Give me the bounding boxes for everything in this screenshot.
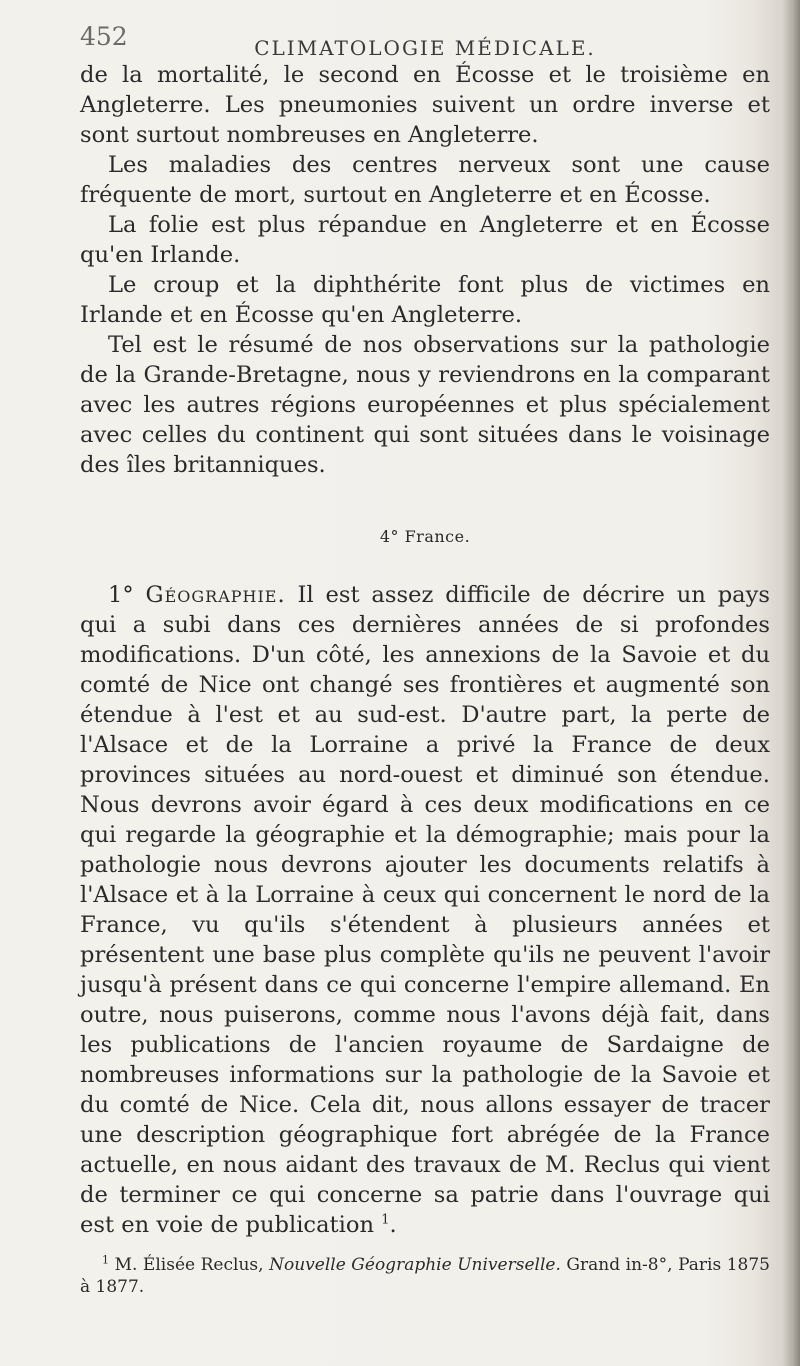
geography-end-punct: . bbox=[389, 1212, 397, 1238]
paragraph-geography bbox=[80, 580, 770, 1240]
geography-label: Géographie. bbox=[145, 582, 286, 608]
footnote-reference: 1 bbox=[381, 1212, 390, 1228]
paragraph-summary: Tel est le résumé de nos observations sur la pathologie de la Grande-Bretagne, nous y reviendrons en la comparant avec les autres régions européennes et plus spécialement avec celles du continent qui sont situées dans le voisinage des îles britanniques. bbox=[80, 332, 770, 478]
footnote-rest: Grand in-8°, Paris 1875 à 1877. bbox=[80, 1255, 770, 1297]
footnote-title: Nouvelle Géographie Universelle. bbox=[269, 1255, 561, 1275]
paragraph-mortality: de la mortalité, le second en Écosse et le troisième en Angleterre. Les pneumonies suivent un ordre inverse et sont surtout nombreuses en Angleterre. bbox=[80, 62, 770, 148]
page-header bbox=[80, 22, 770, 62]
paragraph-croup: Le croup et la diphthérite font plus de victimes en Irlande et en Écosse qu'en Angleterre. bbox=[80, 272, 770, 328]
paragraph-madness: La folie est plus répandue en Angleterre et en Écosse qu'en Irlande. bbox=[80, 212, 770, 268]
footnote bbox=[80, 1254, 770, 1298]
footnote-lead: M. Élisée Reclus, bbox=[114, 1255, 264, 1275]
page-number: 452 bbox=[80, 22, 128, 51]
paragraph-nervous-diseases: Les maladies des centres nerveux sont une cause fréquente de mort, surtout en Angleterre et en Écosse. bbox=[80, 152, 770, 208]
page-edge-shadow bbox=[782, 0, 800, 1366]
geography-text: Il est assez difficile de décrire un pays qui a subi dans ces dernières années de si profondes modifications. D'un côté, les annexions de la Savoie et du comté de Nice ont changé ses frontières et augmenté son étendue à l'est et au sud-est. D'autre part, la perte de l'Alsace et de la Lorraine a privé la France de deux provinces situées au nord-ouest et diminué son étendue. Nous devrons avoir égard à ces deux modifications en ce qui regarde la géographie et la démographie; mais pour la pathologie nous devrons ajouter les documents relatifs à l'Alsace et à la Lorraine à ceux qui concernent le nord de la France, vu qu'ils s'étendent à plusieurs années et présentent une base plus complète qu'ils ne peuvent l'avoir jusqu'à présent dans ce qui concerne l'empire allemand. En outre, nous puiserons, comme nous l'avons déjà fait, dans les publications de l'ancien royaume de Sardaigne de nombreuses informations sur la pathologie de la Savoie et du comté de Nice. Cela dit, nous allons essayer de tracer une description géographique fort abrégée de la France actuelle, en nous aidant des travaux de M. Reclus qui vient de terminer ce qui concerne sa patrie dans l'ouvrage qui est en voie de publication bbox=[80, 582, 770, 1238]
section-heading: 4° France. bbox=[379, 527, 471, 546]
footnote-number: 1 bbox=[102, 1253, 109, 1267]
body-text bbox=[80, 60, 770, 1315]
geography-number: 1° bbox=[108, 582, 134, 608]
running-title: CLIMATOLOGIE MÉDICALE. bbox=[254, 36, 596, 60]
